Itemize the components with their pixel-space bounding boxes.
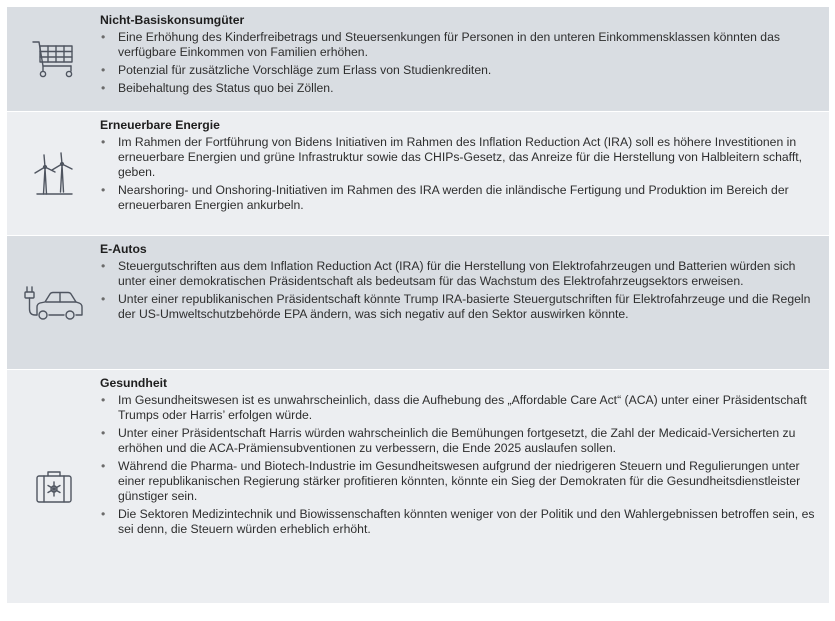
- bullet-list: [100, 259, 821, 322]
- bullet-item: • Im Rahmen der Fortführung von Bidens Initiativen im Rahmen des Inflation Reduction Act (IRA) soll es höhere Investitionen in erneuerbare Energien und grüne Infrastruktur sowie das CHIPs-Gesetz, das Anreize für die Herstellung von Halbleitern schafft, geben.: [100, 135, 821, 180]
- bullet-item: • Nearshoring- und Onshoring-Initiativen im Rahmen des IRA werden die inländische Fertigung und Produktion im Bereich der erneuerbaren Energien ankurbeln.: [100, 183, 821, 213]
- bullet-item: • Während die Pharma- und Biotech-Industrie im Gesundheitswesen aufgrund der niedrigeren Steuern und Regulierungen unter einer republikanischen Regierung stärker profitieren könnten, könnte ein Sieg der Demokraten für die Gesundheitsdienstleister günstiger sein.: [100, 459, 821, 504]
- sector-text: [100, 112, 829, 235]
- bullet-list: [100, 135, 821, 213]
- bullet-item: • Unter einer republikanischen Präsidentschaft könnte Trump IRA-basierte Steuergutschriften für Elektrofahrzeuge und die Regeln der US-Umweltschutzbehörde EPA ändern, was sich negativ auf den Sektor auswirken könnte.: [100, 292, 821, 322]
- bullet-item: • Potenzial für zusätzliche Vorschläge zum Erlass von Studienkrediten.: [100, 63, 821, 78]
- bullet-item: • Steuergutschriften aus dem Inflation Reduction Act (IRA) für die Herstellung von Elektrofahrzeugen und Batterien würden sich unter einer demokratischen Präsidentschaft als bedeutsam für das Wachstum des Elektrofahrzeugsektors erweisen.: [100, 259, 821, 289]
- sector-text: [100, 370, 829, 603]
- bullet-list: [100, 30, 821, 96]
- bullet-list: [100, 393, 821, 537]
- sector-row-electric-vehicles: [7, 236, 829, 370]
- bullet-item: • Die Sektoren Medizintechnik und Biowissenschaften könnten weniger von der Politik und den Wahlergebnissen betroffen sein, es sei denn, die Steuern würden erheblich erhöht.: [100, 507, 821, 537]
- sector-icon-cell: [7, 236, 100, 369]
- sector-title: E-Autos: [100, 242, 147, 256]
- sector-icon-cell: [7, 112, 100, 235]
- sector-outlook-table: [7, 7, 829, 604]
- sector-row-renewable-energy: [7, 112, 829, 236]
- wind-turbine-icon: [32, 152, 76, 196]
- sector-text: [100, 7, 829, 111]
- sector-row-healthcare: [7, 370, 829, 604]
- sector-icon-cell: [7, 370, 100, 603]
- bullet-item: • Eine Erhöhung des Kinderfreibetrags und Steuersenkungen für Personen in den unteren Einkommensklassen könnten das verfügbare Einkommen von Familien erhöhen.: [100, 30, 821, 60]
- shopping-cart-icon: [31, 38, 77, 80]
- sector-icon-cell: [7, 7, 100, 111]
- bullet-item: • Unter einer Präsidentschaft Harris würden wahrscheinlich die Bemühungen fortgesetzt, die Zahl der Medicaid-Versicherten zu erhöhen und die ACA-Prämiensubventionen zu verbessern, die Ende 2025 auslaufen sollen.: [100, 426, 821, 456]
- bullet-item: • Beibehaltung des Status quo bei Zöllen.: [100, 81, 821, 96]
- sector-title: Nicht-Basiskonsumgüter: [100, 13, 245, 27]
- medical-kit-icon: [34, 467, 74, 507]
- sector-title: Erneuerbare Energie: [100, 118, 220, 132]
- sector-row-consumer-discretionary: [7, 7, 829, 112]
- electric-car-icon: [24, 283, 84, 323]
- sector-text: [100, 236, 829, 369]
- bullet-item: • Im Gesundheitswesen ist es unwahrscheinlich, dass die Aufhebung des „Affordable Care Act“ (ACA) unter einer Präsidentschaft Trumps oder Harris’ erfolgen würde.: [100, 393, 821, 423]
- sector-title: Gesundheit: [100, 376, 168, 390]
